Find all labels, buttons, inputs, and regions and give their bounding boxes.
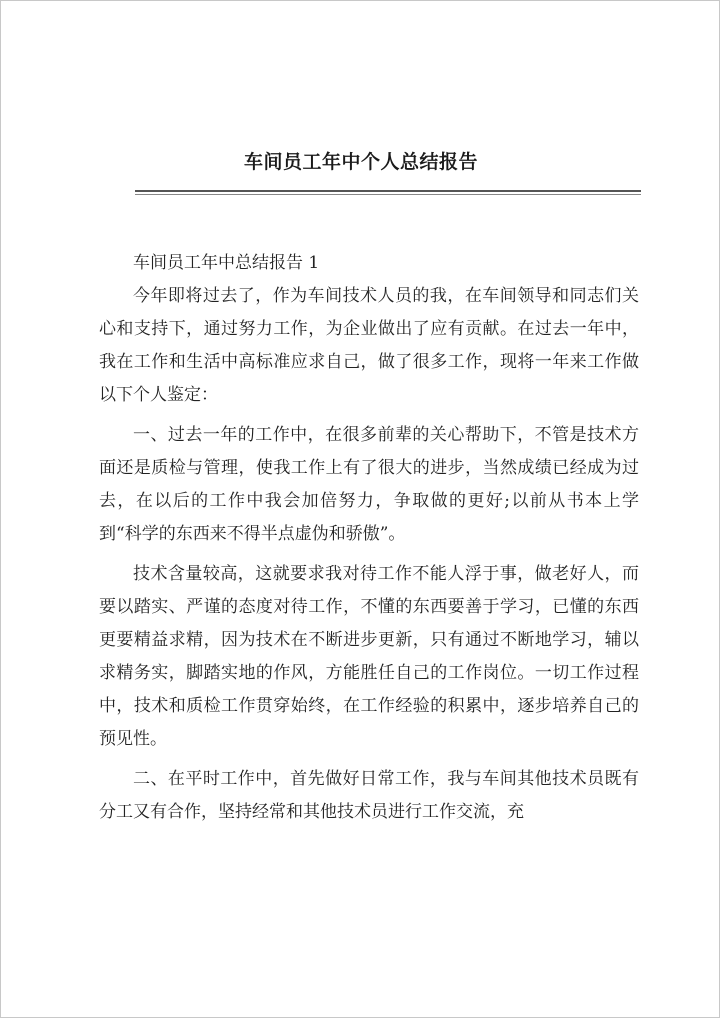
paragraph-one: 一、过去一年的工作中，在很多前辈的关心帮助下，不管是技术方面还是质检与管理，使我工作上有了很大的进步，当然成绩已经成为过去，在以后的工作中我会加倍努力，争取做的更好;以前从书本上学到“科学的东西来不得半点虚伪和骄傲”。 [99, 425, 639, 544]
title-rule [135, 190, 641, 192]
section-heading: 车间员工年中总结报告 1 [133, 253, 320, 273]
title-rule-thin [135, 194, 641, 195]
paragraph-intro: 今年即将过去了，作为车间技术人员的我，在车间领导和同志们关心和支持下，通过努力工作，为企业做出了应有贡献。在过去一年中，我在工作和生活中高标准应求自己，做了很多工作，现将一年来工作做以下个人鉴定： [99, 286, 639, 405]
document-title: 车间员工年中个人总结报告 [243, 151, 478, 173]
document-body [99, 247, 639, 836]
paragraph-two: 技术含量较高，这就要求我对待工作不能人浮于事，做老好人，而要以踏实、严谨的态度对待工作，不懂的东西要善于学习，已懂的东西更要精益求精，因为技术在不断进步更新，只有通过不断地学习，辅以求精务实，脚踏实地的作风，方能胜任自己的工作岗位。一切工作过程中，技术和质检工作贯穿始终，在工作经验的积累中，逐步培养自己的预见性。 [99, 564, 639, 749]
paragraph-three: 二、在平时工作中，首先做好日常工作，我与车间其他技术员既有分工又有合作，坚持经常和其他技术员进行工作交流，充 [99, 769, 639, 822]
